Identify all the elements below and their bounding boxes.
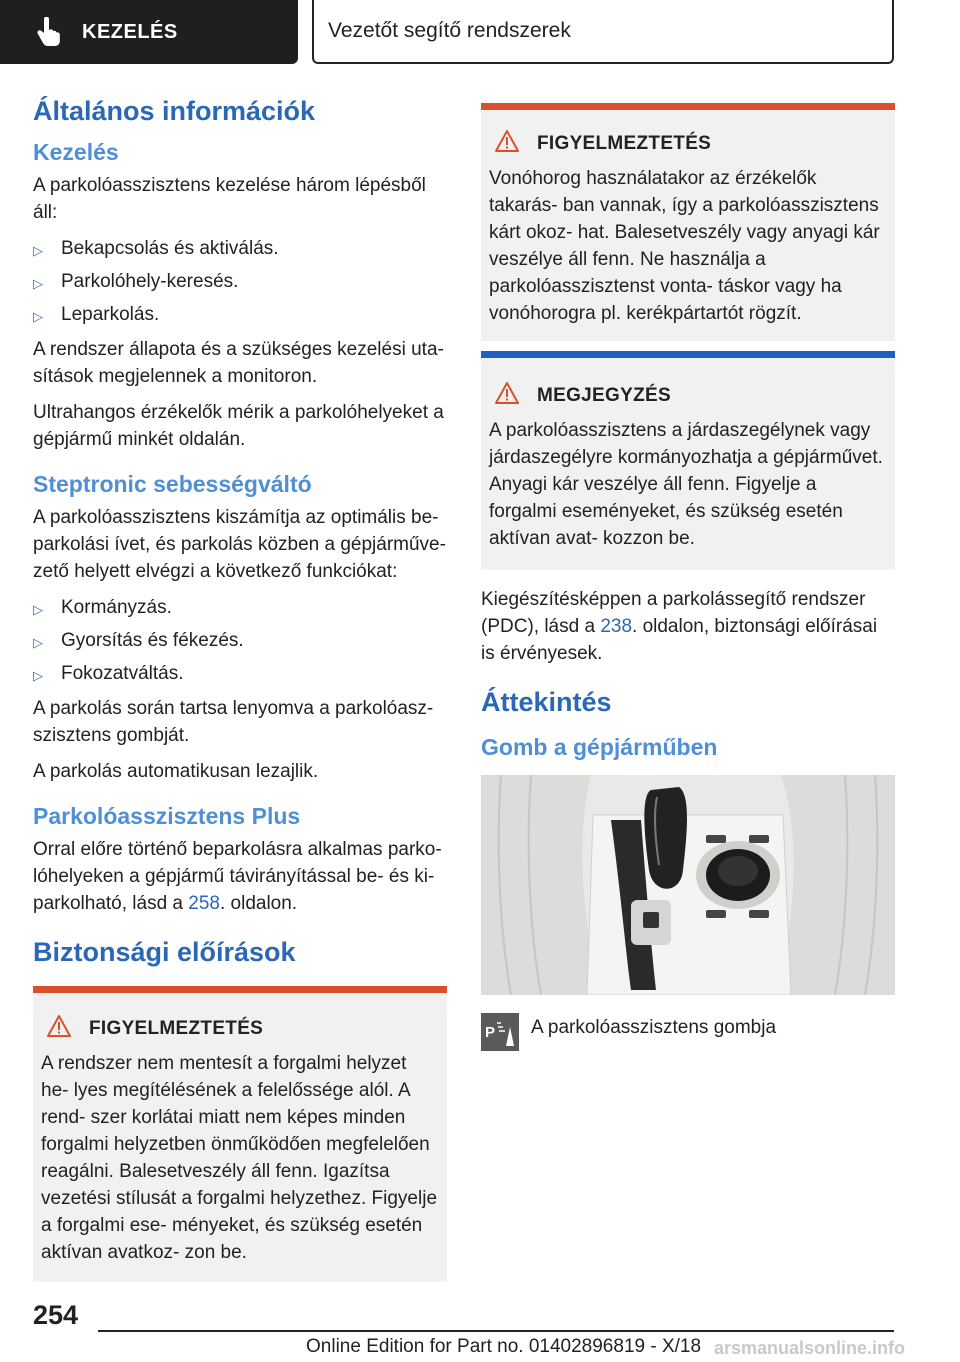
triangle-bullet-icon: ▷ — [33, 309, 43, 324]
triangle-bullet-icon: ▷ — [33, 243, 43, 258]
overview-heading: Áttekintés — [481, 687, 612, 717]
watermark: arsmanualsonline.info — [714, 1338, 906, 1358]
page-link-258[interactable]: 258 — [188, 893, 220, 914]
right-column — [481, 103, 895, 1051]
section-tab[interactable] — [0, 0, 298, 64]
pdc-paragraph: Kiegészítésképpen a parkolássegítő rendszer (PDC), lásd a 238. oldalon, biztonsági előírásai is érvényesek. — [481, 589, 878, 664]
functions-list — [33, 594, 447, 689]
warning-title: FIGYELMEZTETÉS — [537, 132, 712, 154]
button-heading: Gomb a gépjárműben — [481, 734, 718, 760]
page-number: 254 — [33, 1300, 79, 1330]
warning-text: Vonóhorog használatakor az érzékelők takarás- ban vannak, így a parkolóasszisztens kárt okoz- hat. Balesetveszély vagy anyagi kár veszélye áll fenn. Ne használja a parkolóasszisztenst vonta- táskor vagy ha vonóhorogra pl. kerékpártartót rögzít. — [489, 168, 880, 324]
hand-pointer-icon — [36, 17, 66, 47]
list-item: ▷ Gyorsítás és fékezés. — [33, 627, 447, 656]
center-console-photo — [481, 775, 895, 995]
page-link-238[interactable]: 238 — [600, 616, 633, 637]
plus-paragraph: Orral előre történő beparkolásra alkalmas parko- lóhelyeken a gépjármű távirányítással be- és ki- parkolható, lásd a 258. oldalon. — [33, 839, 442, 914]
edition-text: Online Edition for Part no. 01402896819 - X/18 — [306, 1336, 702, 1357]
note-box — [481, 351, 895, 570]
warning-text: A rendszer nem mentesít a forgalmi helyzet he- lyes megítélésének a felelőssége alól. A rend- szer korlátai miatt nem képes minden forgalmi helyzetben önműködően megfelelően reagálni. Balesetveszély áll fenn. Igazítsa vezetési stílusát a forgalmi helyzethez. Figyelje a forgalmi ese- ményeket, és szükség esetén aktívan avatkoz- zon be. — [41, 1053, 438, 1263]
caption-text: A parkolóasszisztens gombja — [531, 1017, 777, 1038]
warning-box — [481, 103, 895, 341]
steps-list — [33, 235, 447, 330]
plus-heading: Parkolóasszisztens Plus — [33, 803, 301, 829]
triangle-bullet-icon: ▷ — [33, 276, 43, 291]
triangle-bullet-icon: ▷ — [33, 635, 43, 650]
auto-paragraph: A parkolás automatikusan lezajlik. — [33, 761, 319, 782]
list-item: ▷ Kormányzás. — [33, 594, 447, 623]
list-item: ▷ Fokozatváltás. — [33, 660, 447, 689]
warning-triangle-icon — [495, 130, 519, 157]
warning-title: FIGYELMEZTETÉS — [89, 1017, 264, 1039]
list-item: ▷ Leparkolás. — [33, 301, 447, 330]
note-title: MEGJEGYZÉS — [537, 384, 671, 406]
hold-paragraph: A parkolás során tartsa lenyomva a parkolóasz- szisztens gombját. — [33, 698, 434, 746]
warning-triangle-icon — [47, 1015, 71, 1042]
warning-box — [33, 986, 447, 1282]
operation-heading: Kezelés — [33, 139, 119, 165]
general-info-heading: Általános információk — [33, 96, 316, 126]
chapter-title: Vezetőt segítő rendszerek — [312, 0, 894, 64]
svg-text:P: P — [485, 1024, 496, 1041]
figure-caption — [481, 1013, 895, 1051]
steptronic-heading: Steptronic sebességváltó — [33, 471, 312, 497]
safety-heading: Biztonsági előírások — [33, 937, 296, 967]
warning-triangle-icon — [495, 382, 519, 409]
triangle-bullet-icon: ▷ — [33, 602, 43, 617]
status-paragraph: A rendszer állapota és a szükséges kezelési uta- sítások megjelennek a monitoron. — [33, 339, 444, 387]
operation-paragraph: A parkolóasszisztens kezelése három lépésből áll: — [33, 175, 426, 223]
parking-assistant-icon — [481, 1013, 519, 1051]
list-item: ▷ Bekapcsolás és aktiválás. — [33, 235, 447, 264]
steptronic-paragraph: A parkolóasszisztens kiszámítja az optimális be- parkolási ívet, és parkolás közben a gépjárműve- zető helyett elvégzi a következő funkciókat: — [33, 507, 446, 582]
note-text: A parkolóasszisztens a járdaszegélynek vagy járdaszegélyre kormányozhatja a gépjárművet. Anyagi kár veszélye áll fenn. Figyelje a forgalmi eseményeket, és szükség esetén aktívan avat- kozzon be. — [489, 420, 883, 549]
footer-rule — [98, 1330, 894, 1332]
triangle-bullet-icon: ▷ — [33, 668, 43, 683]
section-label: KEZELÉS — [82, 20, 178, 43]
list-item: ▷ Parkolóhely-keresés. — [33, 268, 447, 297]
left-column — [33, 96, 447, 1282]
ultrasonic-paragraph: Ultrahangos érzékelők mérik a parkolóhelyeket a gépjármű minkét oldalán. — [33, 402, 444, 450]
